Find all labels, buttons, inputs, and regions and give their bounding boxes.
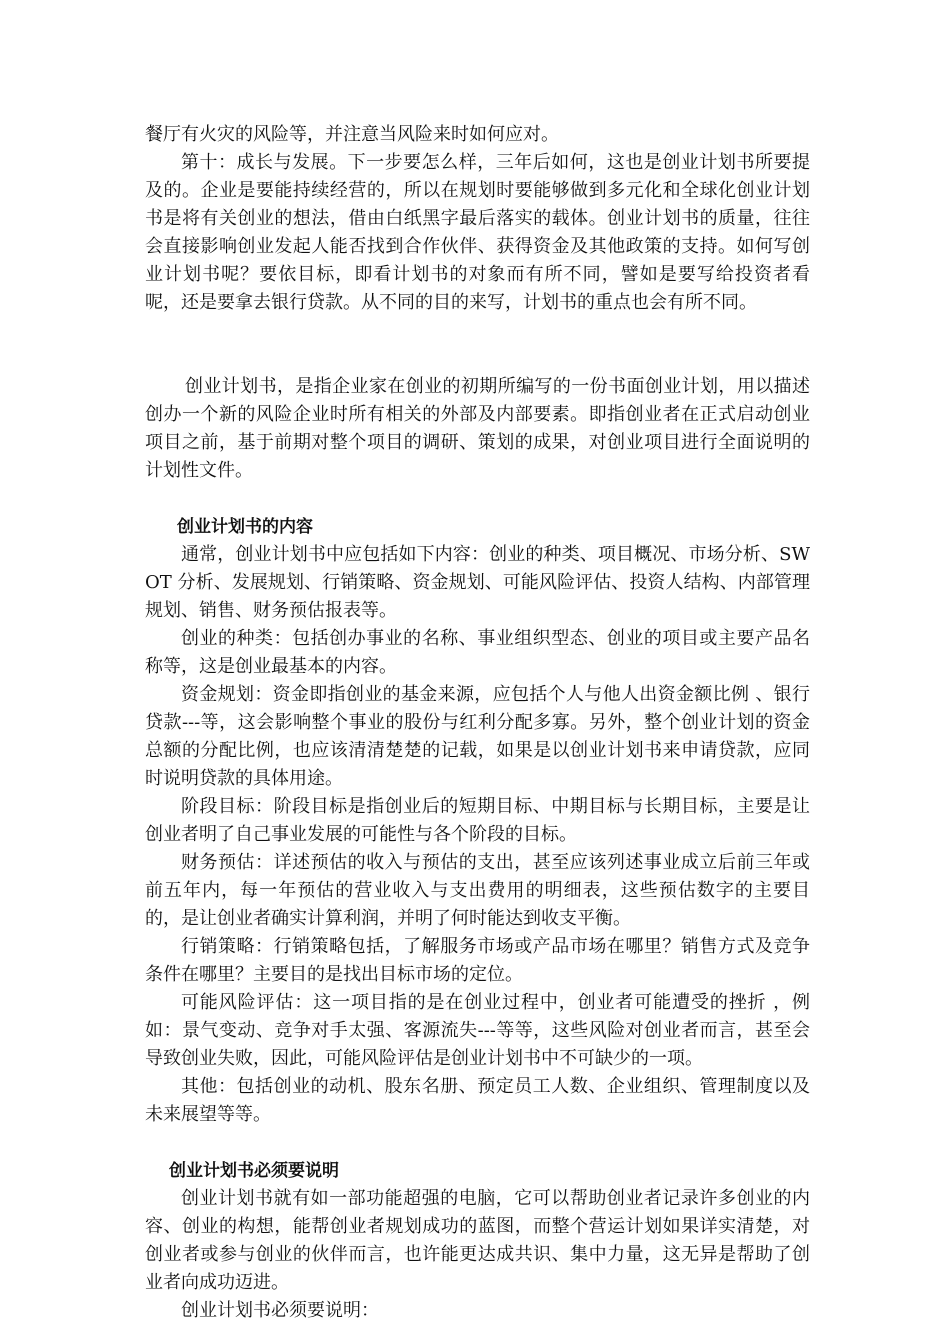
paragraph-contents-overview: 通常，创业计划书中应包括如下内容：创业的种类、项目概况、市场分析、SWOT 分析、发展规划、行销策略、资金规划、可能风险评估、投资人结构、内部管理规划、销售、财务预估报表等。 <box>145 544 810 621</box>
paragraph-definition: 创业计划书，是指企业家在创业的初期所编写的一份书面创业计划，用以描述创办一个新的风险企业时所有相关的外部及内部要素。即指创业者在正式启动创业项目之前，基于前期对整个项目的调研、策划的成果，对创业项目进行全面说明的计划性文件。 <box>145 376 810 481</box>
paragraph-computer-analogy: 创业计划书就有如一部功能超强的电脑，它可以帮助创业者记录许多创业的内容、创业的构想，能帮创业者规划成功的蓝图，而整个营运计划如果详实清楚，对创业者或参与创业的伙伴而言，也许能更达成共识、集中力量，这无异是帮助了创业者向成功迈进。 <box>145 1188 810 1293</box>
paragraph-other: 其他：包括创业的动机、股东名册、预定员工人数、企业组织、管理制度以及未来展望等等。 <box>145 1076 810 1125</box>
paragraph-business-type: 创业的种类：包括创办事业的名称、事业组织型态、创业的项目或主要产品名称等，这是创业最基本的内容。 <box>145 628 810 677</box>
spacer <box>145 485 810 513</box>
paragraph-must-explain: 创业计划书必须要说明： <box>181 1300 379 1321</box>
section-heading-must-explain: 创业计划书必须要说明 <box>169 1161 339 1181</box>
document-body <box>145 121 810 1325</box>
paragraph-financial-forecast: 财务预估：详述预估的收入与预估的支出，甚至应该列述事业成立后前三年或前五年内，每一年预估的营业收入与支出费用的明细表，这些预估数字的主要目的，是让创业者确实计算利润，并明了何时能达到收支平衡。 <box>145 852 810 929</box>
paragraph-growth-development: 第十：成长与发展。下一步要怎么样，三年后如何，这也是创业计划书所要提及的。企业是要能持续经营的，所以在规划时要能够做到多元化和全球化创业计划书是将有关创业的想法，借由白纸黑字最后落实的载体。创业计划书的质量，往往会直接影响创业发起人能否找到合作伙伴、获得资金及其他政策的支持。如何写创业计划书呢？要依目标，即看计划书的对象而有所不同，譬如是要写给投资者看呢，还是要拿去银行贷款。从不同的目的来写，计划书的重点也会有所不同。 <box>145 152 810 313</box>
paragraph-marketing-strategy: 行销策略：行销策略包括，了解服务市场或产品市场在哪里？销售方式及竞争条件在哪里？主要目的是找出目标市场的定位。 <box>145 936 810 985</box>
section-heading-contents: 创业计划书的内容 <box>177 517 313 537</box>
paragraph-stage-goals: 阶段目标：阶段目标是指创业后的短期目标、中期目标与长期目标，主要是让创业者明了自己事业发展的可能性与各个阶段的目标。 <box>145 796 810 845</box>
paragraph-risk-assessment: 可能风险评估：这一项目指的是在创业过程中，创业者可能遭受的挫折 ，例如：景气变动、竞争对手太强、客源流失---等等，这些风险对创业者而言，甚至会导致创业失败，因此，可能风险评估是创业计划书中不可缺少的一项。 <box>145 992 810 1069</box>
paragraph-funding-plan: 资金规划：资金即指创业的基金来源，应包括个人与他人出资金额比例 、银行贷款---等，这会影响整个事业的股份与红利分配多寡。另外，整个创业计划的资金总额的分配比例，也应该清清楚楚的记载，如果是以创业计划书来申请贷款，应同时说明贷款的具体用途。 <box>145 684 810 789</box>
paragraph-fire-risk: 餐厅有火灾的风险等，并注意当风险来时如何应对。 <box>145 124 559 145</box>
spacer <box>145 317 810 373</box>
spacer <box>145 1129 810 1157</box>
